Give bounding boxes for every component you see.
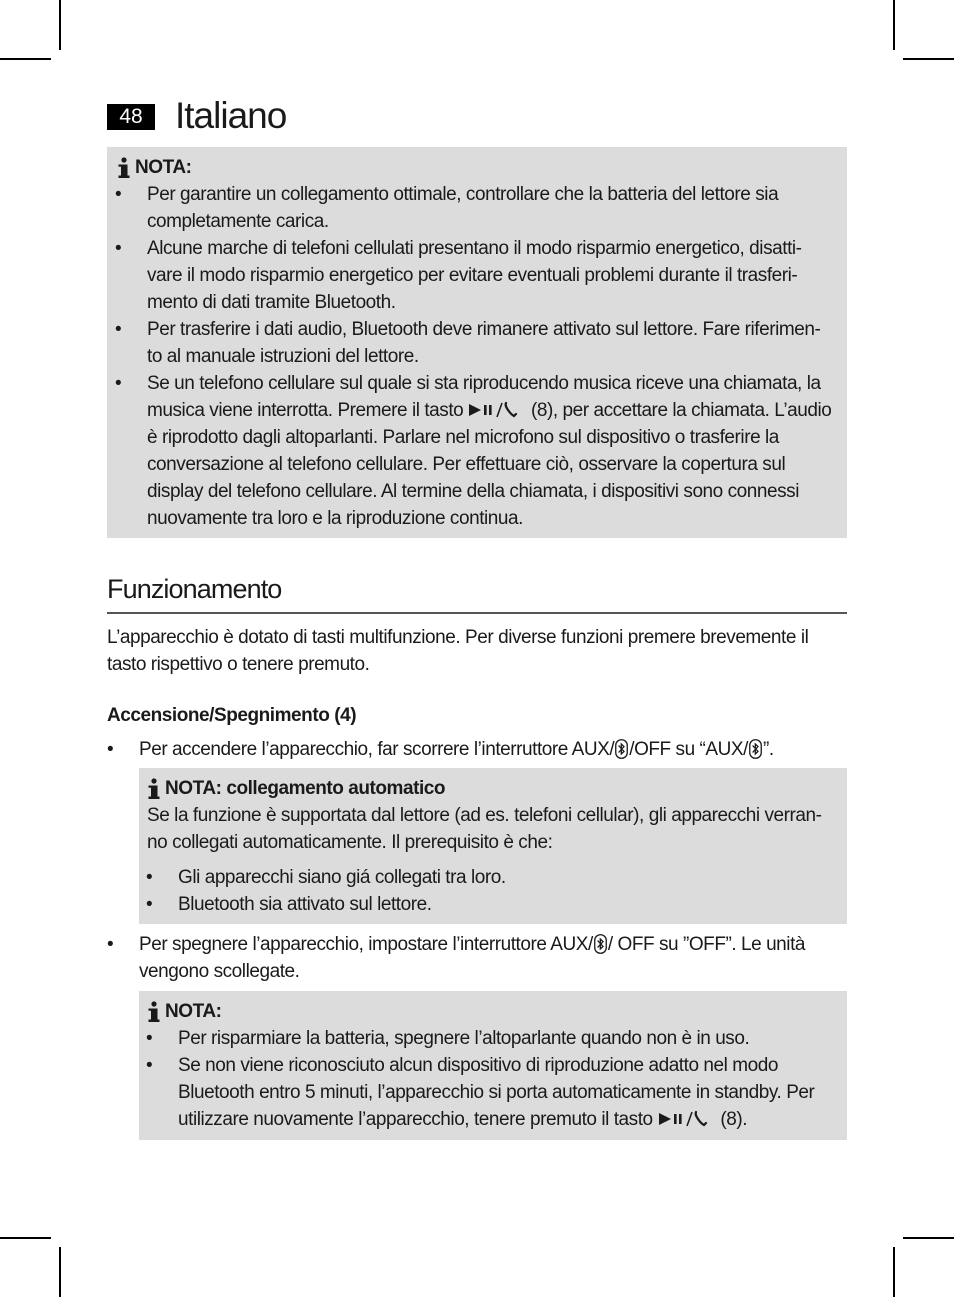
bluetooth-icon	[615, 739, 628, 759]
info-icon	[117, 157, 131, 179]
section-intro: L’apparecchio è dotato di tasti multifunzione. Per diverse funzioni premere brevemente il tasto rispettivo o tenere premuto.	[107, 627, 809, 675]
note-heading: NOTA:	[117, 154, 839, 181]
list-item: • Alcune marche di telefoni cellulati presentano il modo risparmio energetico, disatti- vare il modo risparmio energetico per evitare eventuali problemi durante il trasferi- mento di dati tramite Bluetooth.	[147, 235, 839, 316]
list-item: • Se non viene riconosciuto alcun dispositivo di riproduzione adatto nel modo Bluetooth entro 5 minuti, l’apparecchio si porta automaticamente in standby. Per utilizzare nuovamente l’apparecchio, tenere premuto il tasto (8).	[178, 1052, 839, 1133]
play-pause-phone-icon	[658, 1110, 716, 1128]
list-item: • Per risparmiare la batteria, spegnere l’altoparlante quando non è in uso.	[178, 1025, 839, 1052]
note-box-bluetooth	[107, 147, 847, 538]
crop-mark	[0, 58, 51, 60]
info-icon	[147, 1001, 161, 1023]
crop-mark	[0, 1237, 51, 1239]
list-item: • Se un telefono cellulare sul quale si sta riproducendo musica riceve una chiamata, la musica viene interrotta. Premere il tasto (8), per accettare la chiamata. L’audio è riprodotto dagli altoparlanti. Parlare nel microfono sul dispositivo o trasferire la conversazione al telefono cellulare. Per effettuare ciò, osservare la copertura sul display del telefono cellulare. Al termine della chiamata, i dispositivi sono connessi nuovamente tra loro e la riproduzione continua.	[147, 370, 839, 532]
list-item: • Per trasferire i dati audio, Bluetooth deve rimanere attivato sul lettore. Fare riferimen- to al manuale istruzioni del lettore.	[147, 316, 839, 370]
crop-mark	[59, 0, 61, 50]
page-number: 48	[107, 104, 155, 130]
crop-mark	[59, 1247, 61, 1297]
crop-mark	[893, 1247, 895, 1297]
list-item: • Bluetooth sia attivato sul lettore.	[178, 891, 839, 918]
list-item: • Per spegnere l’apparecchio, impostare l’interruttore AUX/ / OFF su ”OFF”. Le unità vengono scollegate.	[139, 931, 847, 985]
list-item: • Per garantire un collegamento ottimale, controllare che la batteria del lettore sia completamente carica.	[147, 181, 839, 235]
bluetooth-icon	[749, 739, 762, 759]
play-pause-phone-icon	[468, 401, 526, 419]
section-title: Funzionamento	[107, 573, 847, 614]
note-box-battery	[139, 991, 847, 1140]
power-off-bullet	[139, 931, 847, 985]
page-title: Italiano	[175, 95, 287, 136]
note-heading: NOTA:	[147, 998, 839, 1025]
subheading-power: Accensione/Spegnimento (4)	[107, 705, 357, 726]
bluetooth-icon	[594, 934, 607, 954]
info-icon	[147, 778, 161, 800]
power-on-bullet	[139, 736, 847, 763]
list-item: • Per accendere l’apparecchio, far scorrere l’interruttore AUX/ /OFF su “AUX/ ”.	[139, 736, 847, 763]
note-heading: NOTA: collegamento automatico	[147, 775, 839, 802]
note-box-auto-connect: NOTA: collegamento automatico Se la funzione è supportata dal lettore (ad es. telefoni cellular), gli apparecchi verran- no collegati automaticamente. Il prerequisito è che: • Gli apparecchi siano giá collegati tra loro. • Bluetooth sia attivato sul lettore.	[139, 768, 847, 924]
crop-mark	[903, 58, 954, 60]
crop-mark	[903, 1237, 954, 1239]
list-item: • Gli apparecchi siano giá collegati tra loro.	[178, 864, 839, 891]
crop-mark	[893, 0, 895, 50]
